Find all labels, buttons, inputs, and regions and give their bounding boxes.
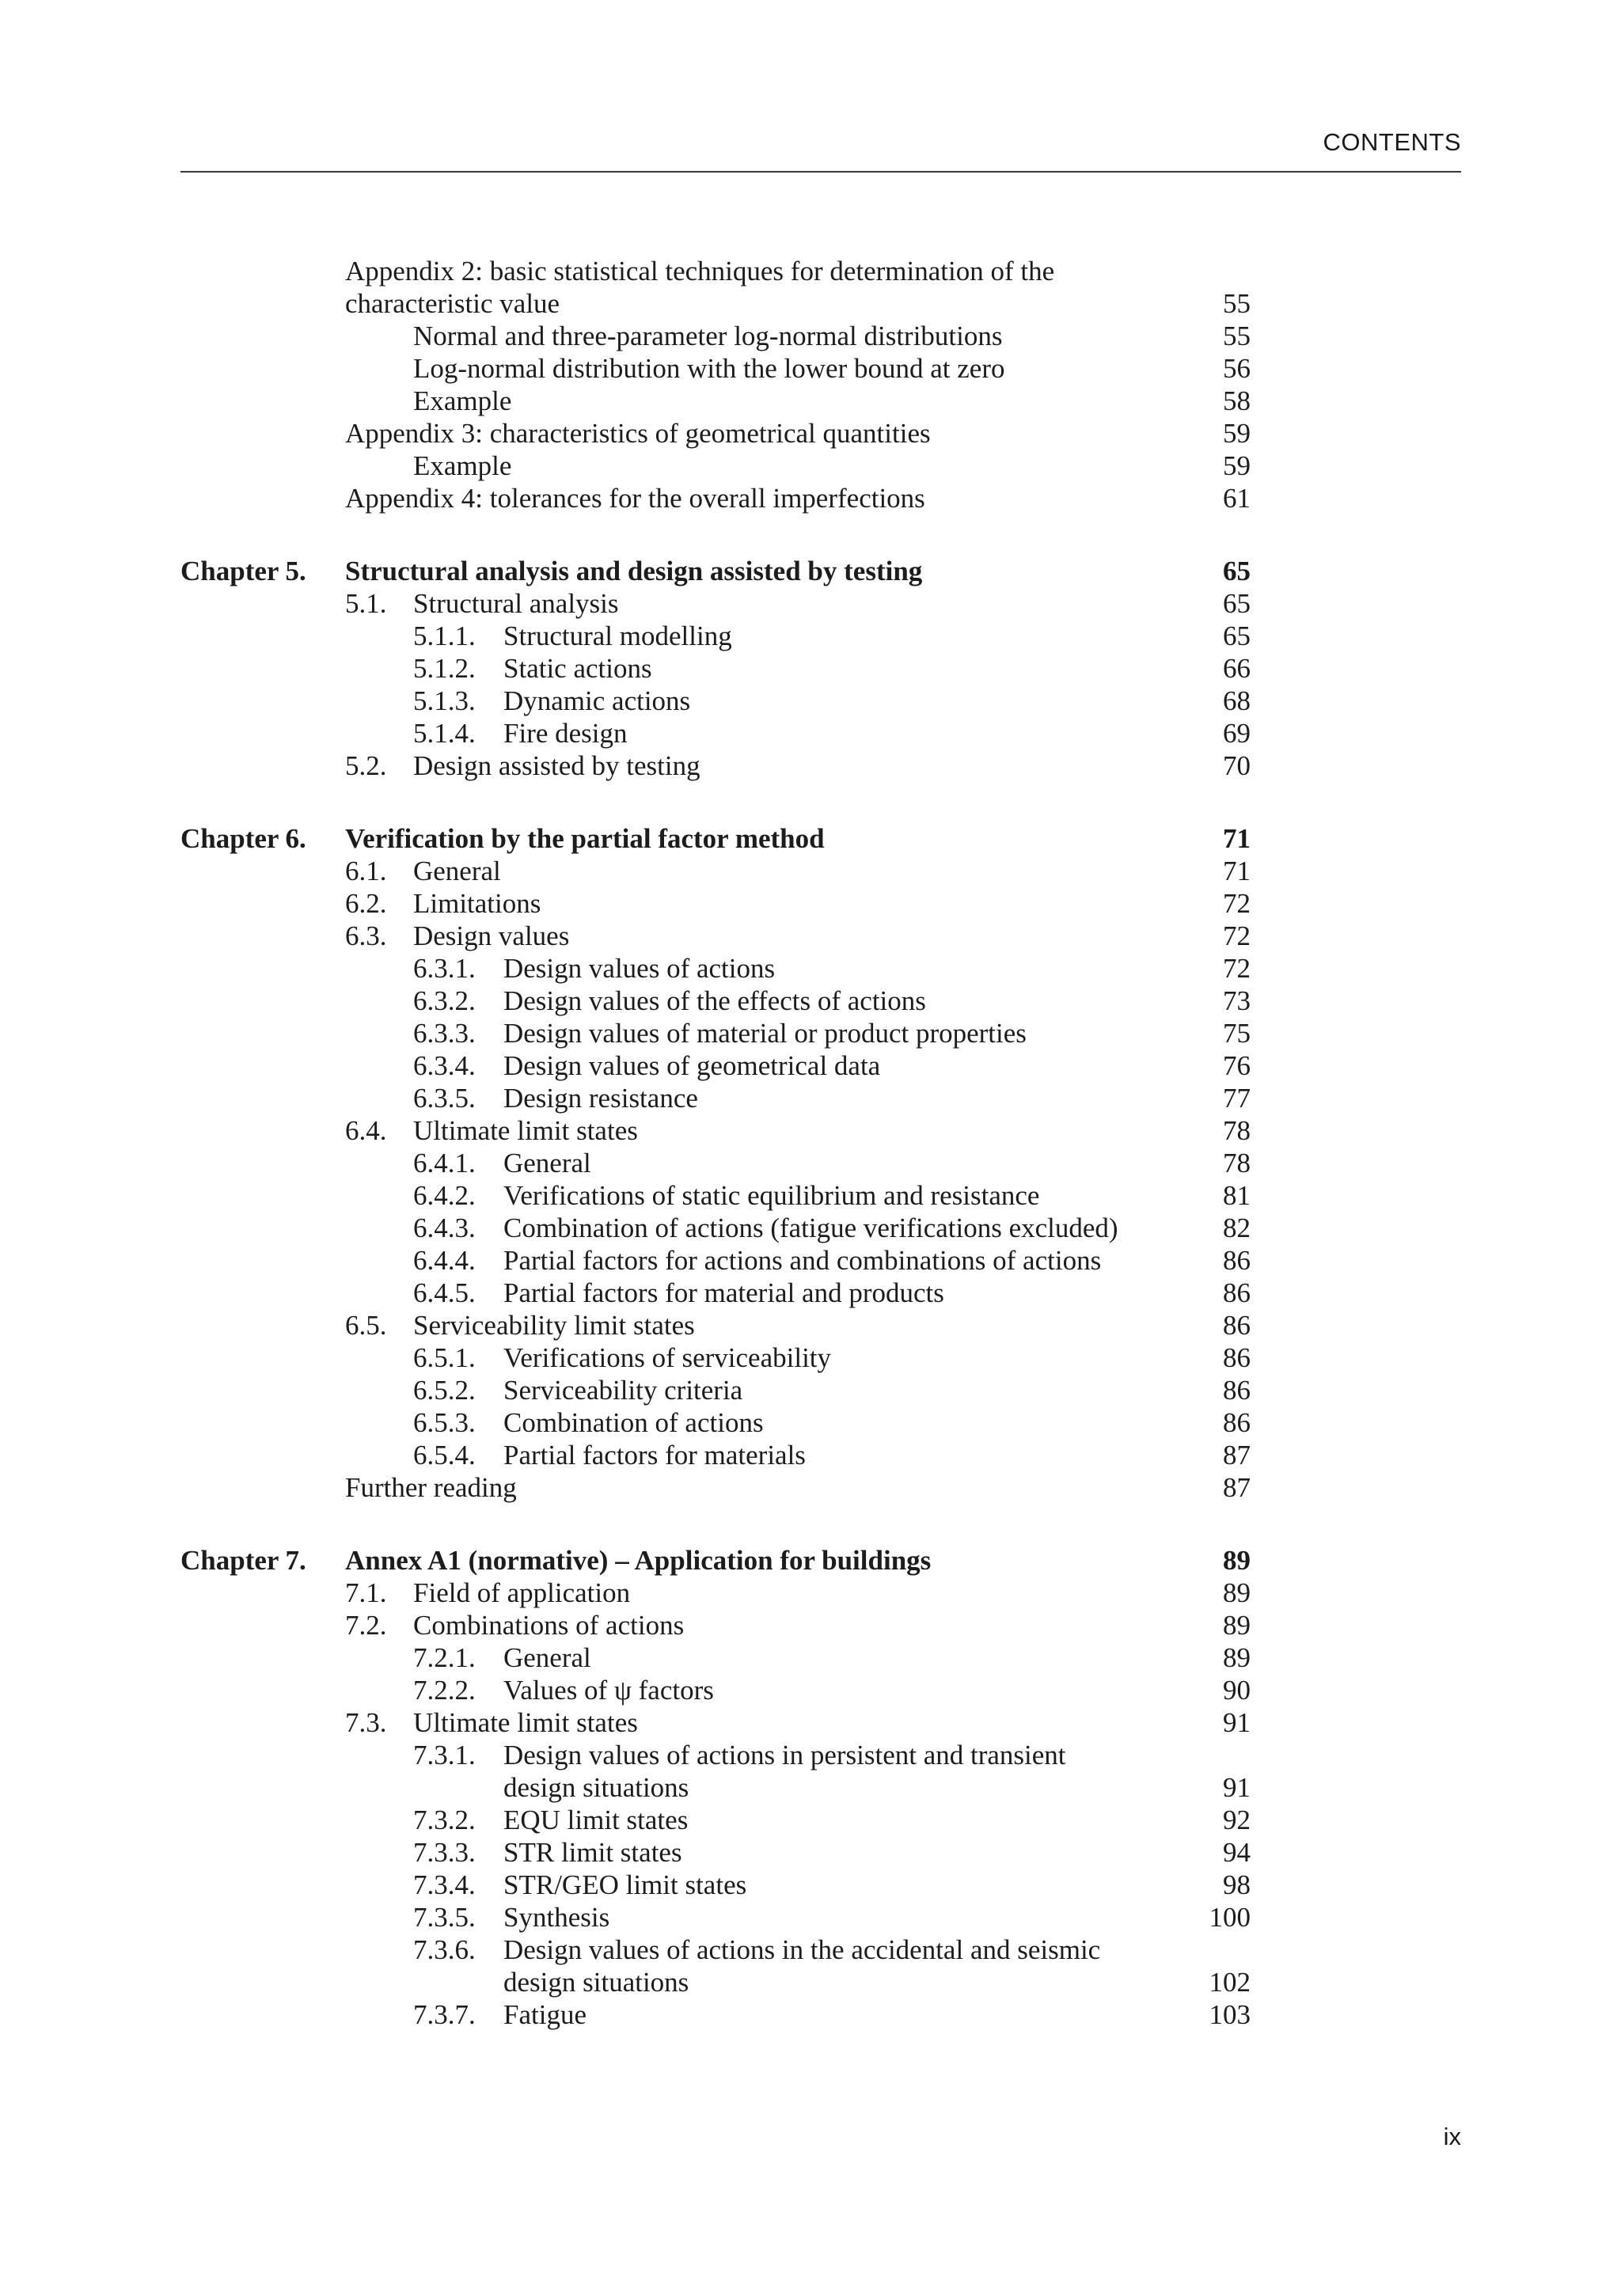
- section-number: 7.1.: [345, 1577, 387, 1608]
- toc-page-number: 89: [1223, 1577, 1251, 1608]
- toc-entry-text: General: [503, 1148, 591, 1178]
- toc-entry-text: Design values of actions: [503, 953, 776, 984]
- toc-page-number: 61: [1223, 483, 1251, 514]
- toc-page-number: 68: [1223, 685, 1251, 716]
- chapter-title: Structural analysis and design assisted by testing: [345, 556, 923, 586]
- section-number: 6.4.2.: [413, 1180, 476, 1211]
- section-number: 7.2.: [345, 1610, 387, 1641]
- toc-page-number: 65: [1223, 556, 1251, 586]
- section-number: 6.5.3.: [413, 1407, 476, 1438]
- section-number: 5.1.2.: [413, 653, 476, 684]
- toc-entry-text: Appendix 3: characteristics of geometrical quantities: [345, 418, 931, 449]
- toc-page-number: 82: [1223, 1213, 1251, 1243]
- toc-entry-text: Combination of actions (fatigue verifications excluded): [503, 1213, 1118, 1243]
- toc-entry-text: Structural modelling: [503, 620, 732, 651]
- toc-page-number: 78: [1223, 1115, 1251, 1146]
- toc-entry-text: Partial factors for material and products: [503, 1277, 944, 1308]
- toc-entry-text: Design values: [413, 920, 570, 951]
- toc-page-number: 87: [1223, 1440, 1251, 1471]
- section-number: 7.3.1.: [413, 1740, 476, 1770]
- toc-page-number: 87: [1223, 1472, 1251, 1503]
- toc-page-number: 55: [1223, 288, 1251, 319]
- toc-entry-text: design situations: [503, 1772, 689, 1803]
- toc-entry-text: Structural analysis: [413, 588, 619, 619]
- page-folio: ix: [1443, 2123, 1461, 2150]
- toc-entry-text: STR limit states: [503, 1837, 682, 1868]
- toc-entry-text: Combinations of actions: [413, 1610, 685, 1641]
- toc-page-number: 71: [1223, 856, 1251, 886]
- toc-entry-text: Partial factors for materials: [503, 1440, 806, 1471]
- toc-entry-text: Further reading: [345, 1472, 517, 1503]
- section-number: 6.2.: [345, 888, 387, 919]
- toc-page-number: 89: [1223, 1545, 1251, 1576]
- toc-page-number: 76: [1223, 1050, 1251, 1081]
- toc-entry-text: General: [503, 1642, 591, 1673]
- toc-page-number: 102: [1209, 1967, 1251, 1998]
- toc-page-number: 55: [1223, 321, 1251, 351]
- toc-entry-text: Example: [413, 450, 512, 481]
- toc-entry-text: Serviceability criteria: [503, 1375, 743, 1406]
- toc-entry-text: Design resistance: [503, 1083, 698, 1114]
- toc-page-number: 86: [1223, 1310, 1251, 1341]
- toc-page-number: 71: [1223, 823, 1251, 854]
- chapter-label: Chapter 6.: [180, 823, 306, 854]
- toc-entry-text: Synthesis: [503, 1902, 610, 1933]
- section-number: 5.2.: [345, 750, 387, 781]
- toc-entry-text: Partial factors for actions and combinations of actions: [503, 1245, 1102, 1276]
- section-number: 6.3.5.: [413, 1083, 476, 1114]
- toc-entry-text: General: [413, 856, 501, 886]
- toc-page-number: 98: [1223, 1869, 1251, 1900]
- chapter-label: Chapter 7.: [180, 1545, 306, 1576]
- toc-entry-text: characteristic value: [345, 288, 560, 319]
- toc-page-number: 86: [1223, 1375, 1251, 1406]
- toc-page-number: 75: [1223, 1018, 1251, 1049]
- toc-page-number: 59: [1223, 450, 1251, 481]
- toc-page-number: 72: [1223, 888, 1251, 919]
- toc-entry-text: Static actions: [503, 653, 652, 684]
- toc-entry-text: Design values of actions in the accidental and seismic: [503, 1934, 1101, 1965]
- toc-entry-text: Normal and three-parameter log-normal distributions: [413, 321, 1003, 351]
- toc-entry-text: Design values of actions in persistent and transient: [503, 1740, 1066, 1770]
- toc-entry-text: STR/GEO limit states: [503, 1869, 747, 1900]
- section-number: 6.5.1.: [413, 1342, 476, 1373]
- toc-page-number: 72: [1223, 920, 1251, 951]
- section-number: 5.1.1.: [413, 620, 476, 651]
- toc-entry-text: Ultimate limit states: [413, 1115, 638, 1146]
- toc-entry-text: Fatigue: [503, 1999, 587, 2030]
- toc-page-number: 91: [1223, 1707, 1251, 1738]
- section-number: 6.5.2.: [413, 1375, 476, 1406]
- toc-page-number: 65: [1223, 620, 1251, 651]
- section-number: 6.3.3.: [413, 1018, 476, 1049]
- toc-page-number: 72: [1223, 953, 1251, 984]
- toc-entry-text: Design values of material or product properties: [503, 1018, 1027, 1049]
- section-number: 6.5.: [345, 1310, 387, 1341]
- toc-page-number: 86: [1223, 1277, 1251, 1308]
- toc-entry-text: Log-normal distribution with the lower bound at zero: [413, 353, 1005, 384]
- section-number: 5.1.: [345, 588, 387, 619]
- section-number: 6.3.2.: [413, 985, 476, 1016]
- toc-page-number: 89: [1223, 1610, 1251, 1641]
- toc-page-number: 59: [1223, 418, 1251, 449]
- section-number: 7.2.1.: [413, 1642, 476, 1673]
- section-number: 7.2.2.: [413, 1675, 476, 1706]
- toc-page-number: 100: [1209, 1902, 1251, 1933]
- toc-page-number: 103: [1209, 1999, 1251, 2030]
- section-number: 6.5.4.: [413, 1440, 476, 1471]
- toc-page-number: 69: [1223, 718, 1251, 749]
- section-number: 7.3.2.: [413, 1805, 476, 1835]
- section-number: 7.3.3.: [413, 1837, 476, 1868]
- toc-entry-text: Design assisted by testing: [413, 750, 700, 781]
- toc-page-number: 92: [1223, 1805, 1251, 1835]
- section-number: 6.1.: [345, 856, 387, 886]
- toc-page-number: 56: [1223, 353, 1251, 384]
- section-number: 5.1.4.: [413, 718, 476, 749]
- running-head-title: CONTENTS: [1323, 128, 1461, 156]
- chapter-title: Verification by the partial factor method: [345, 823, 825, 854]
- section-number: 6.3.1.: [413, 953, 476, 984]
- toc-entry-text: Fire design: [503, 718, 628, 749]
- toc-page-number: 86: [1223, 1245, 1251, 1276]
- toc-page-number: 86: [1223, 1342, 1251, 1373]
- section-number: 6.4.4.: [413, 1245, 476, 1276]
- toc-page-number: 89: [1223, 1642, 1251, 1673]
- section-number: 6.4.3.: [413, 1213, 476, 1243]
- toc-entry-text: Design values of the effects of actions: [503, 985, 926, 1016]
- section-number: 6.3.: [345, 920, 387, 951]
- chapter-label: Chapter 5.: [180, 556, 306, 586]
- section-number: 6.4.: [345, 1115, 387, 1146]
- toc-entry-text: Ultimate limit states: [413, 1707, 638, 1738]
- toc-entry-text: Limitations: [413, 888, 541, 919]
- toc-page-number: 78: [1223, 1148, 1251, 1178]
- toc-page-number: 81: [1223, 1180, 1251, 1211]
- toc-page-number: 65: [1223, 588, 1251, 619]
- toc-page-number: 77: [1223, 1083, 1251, 1114]
- section-number: 7.3.7.: [413, 1999, 476, 2030]
- toc-page-number: 94: [1223, 1837, 1251, 1868]
- toc-page-number: 66: [1223, 653, 1251, 684]
- toc-entry-text: Verifications of serviceability: [503, 1342, 832, 1373]
- toc-entry-text: Appendix 4: tolerances for the overall imperfections: [345, 483, 925, 514]
- toc-entry-text: Design values of geometrical data: [503, 1050, 881, 1081]
- toc-entry-text: Appendix 2: basic statistical techniques for determination of the: [345, 256, 1055, 287]
- toc-entry-text: Serviceability limit states: [413, 1310, 695, 1341]
- section-number: 7.3.: [345, 1707, 387, 1738]
- toc-entry-text: design situations: [503, 1967, 689, 1998]
- section-number: 6.4.5.: [413, 1277, 476, 1308]
- toc-entry-text: Dynamic actions: [503, 685, 691, 716]
- section-number: 7.3.4.: [413, 1869, 476, 1900]
- toc-page-number: 90: [1223, 1675, 1251, 1706]
- toc-entry-text: Combination of actions: [503, 1407, 764, 1438]
- chapter-title: Annex A1 (normative) – Application for buildings: [345, 1545, 932, 1576]
- section-number: 7.3.6.: [413, 1934, 476, 1965]
- section-number: 6.3.4.: [413, 1050, 476, 1081]
- toc-page-number: 73: [1223, 985, 1251, 1016]
- toc-page-number: 58: [1223, 385, 1251, 416]
- toc-page-number: 86: [1223, 1407, 1251, 1438]
- toc-entry-text: Values of ψ factors: [503, 1675, 714, 1706]
- toc-entry-text: EQU limit states: [503, 1805, 689, 1835]
- toc-page-number: 91: [1223, 1772, 1251, 1803]
- section-number: 6.4.1.: [413, 1148, 476, 1178]
- toc-entry-text: Field of application: [413, 1577, 631, 1608]
- section-number: 5.1.3.: [413, 685, 476, 716]
- section-number: 7.3.5.: [413, 1902, 476, 1933]
- toc-page-number: 70: [1223, 750, 1251, 781]
- toc-entry-text: Verifications of static equilibrium and resistance: [503, 1180, 1040, 1211]
- toc-entry-text: Example: [413, 385, 512, 416]
